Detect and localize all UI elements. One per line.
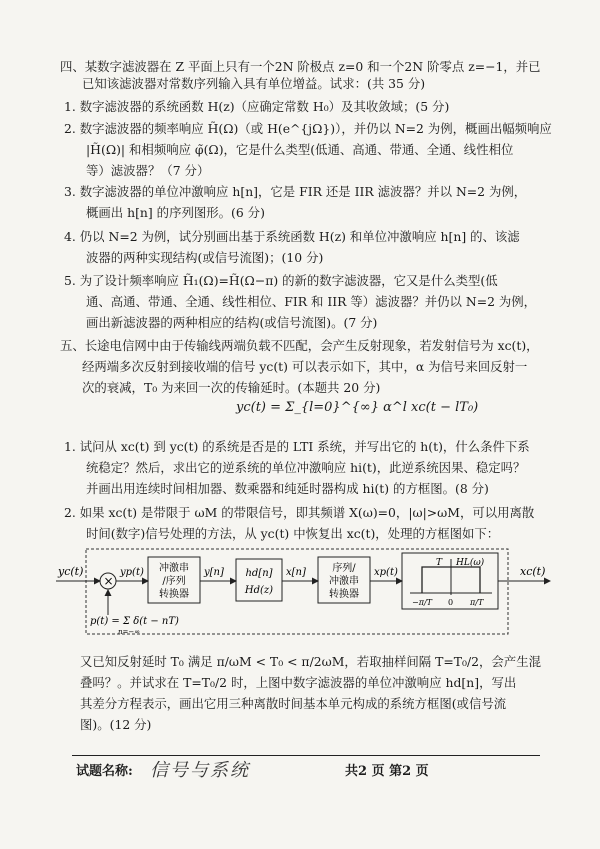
filter-H-label: HL(ω) [456, 558, 485, 568]
label-yn: y[n] [204, 567, 224, 578]
label-pulse-train: p(t) = Σ δ(t − nT) [90, 616, 179, 627]
q4-item-5: 5. 为了设计频率响应 H̃₁(Ω)=H̃(Ω−π) 的新的数字滤波器，它又是什么类型(低 通、高通、带通、全通、线性相位、FIR 和 IIR 等）滤波器？并仍以 N=2 为例， 画出新滤波器的两种相应的结构(或信号流图)。(7 分) [64, 273, 537, 330]
q4-item-2: 2. 数字滤波器的频率响应 H̃(Ω)（或 H(e^{jΩ})），并仍以 N=2 为例，概画出幅频响应 |H̃(Ω)| 和相频响应 φ̃(Ω)，它是什么类型(低通、高通、带通、全通、线性相位 等）滤波器？（7 分） [64, 121, 552, 178]
label-xn: x[n] [286, 567, 306, 578]
q4-item-3: 3. 数字滤波器的单位冲激响应 h[n]，它是 FIR 还是 IIR 滤波器？并以 N=2 为例， 概画出 h[n] 的序列图形。(6 分) [64, 184, 527, 220]
label-yp: yp(t) [120, 567, 144, 578]
svg-text:冲激串: 冲激串 [159, 563, 189, 574]
q4-header [60, 58, 541, 92]
q5-item-1: 1. 试问从 xc(t) 到 yc(t) 的系统是否是的 LTI 系统，并写出它的 h(t)，什么条件下系 统稳定？然后，求出它的逆系统的单位冲激响应 hi(t)，此逆系统因果、稳定吗？ 并画出用连续时间相加器、数乘器和纯延时器构成 hi(t) 的方框图。(8 分) [64, 439, 530, 496]
q4-item-1: 1. 数字滤波器的系统函数 H(z)（应确定常数 H₀）及其收敛域；(5 分) [64, 99, 450, 114]
footer-page-count: 共2 页 第2 页 [345, 764, 429, 779]
filter-gain-T: T [436, 558, 443, 568]
label-yc-in: yc(t) [58, 565, 84, 578]
q4-line-1: 四、某数字滤波器在 Z 平面上只有一个2N 阶极点 z=0 和一个2N 阶零点 z=−1，并已 [60, 59, 541, 74]
label-xp: xp(t) [374, 567, 398, 578]
svg-text:hd[n]: hd[n] [245, 568, 273, 579]
filter-right-cutoff: π/T [470, 598, 484, 607]
label-sum-range: n=−∞ [118, 628, 141, 636]
svg-text:冲激串: 冲激串 [329, 576, 359, 587]
q5-item-2-continued: 又已知反射延时 T₀ 满足 π/ωM < T₀ < π/2ωM，若取抽样间隔 T=T₀/2，会产生混 叠吗？。并试求在 T=T₀/2 时，上图中数字滤波器的单位冲激响应 hd[n]，写出 其差分方程表示，画出它用三种离散时间基本单元构成的系统方框图(或信号流 图)。(12 分) [80, 654, 541, 732]
q4-item-4: 4. 仍以 N=2 为例，试分别画出基于系统函数 H(z) 和单位冲激响应 h[n] 的、该滤 波器的两种实现结构(或信号流图)；(10 分) [64, 229, 520, 265]
multiplier-symbol: × [103, 574, 114, 588]
q5-header: 五、长途电信网中由于传输线两端负载不匹配，会产生反射现象，若发射信号为 xc(t)， 经两端多次反射到接收端的信号 yc(t) 可以表示如下，其中，α 为信号来回反射一 次的衰减，T₀ 为来回一次的传输延时。(本题共 20 分) [60, 338, 539, 395]
svg-text:/序列: /序列 [162, 576, 186, 587]
q5-formula: yc(t) = Σ_{l=0}^{∞} α^l xc(t − lT₀) [236, 400, 479, 415]
q5-item-2: 2. 如果 xc(t) 是带限于 ωM 的带限信号，即其频谱 X(ω)=0，|ω|>ωM，可以用离散 时间(数字)信号处理的方法，从 yc(t) 中恢复出 xc(t)，处理的方框图如下： [64, 505, 535, 541]
svg-text:序列/: 序列/ [332, 563, 356, 574]
label-xc-out: xc(t) [520, 565, 546, 578]
filter-zero: 0 [448, 598, 454, 607]
q4-line-2: 已知该滤波器对常数序列输入具有单位增益。试求：(共 35 分) [82, 76, 426, 91]
svg-text:转换器: 转换器 [329, 589, 359, 600]
svg-text:转换器: 转换器 [159, 589, 189, 600]
footer-divider [72, 755, 540, 756]
block-diagram [50, 545, 560, 645]
footer-exam-name-label: 试题名称: [76, 764, 133, 779]
svg-text:Hd(z): Hd(z) [244, 585, 274, 596]
filter-left-cutoff: −π/T [412, 598, 432, 607]
footer-handwritten-title: 信号与系统 [150, 760, 250, 781]
